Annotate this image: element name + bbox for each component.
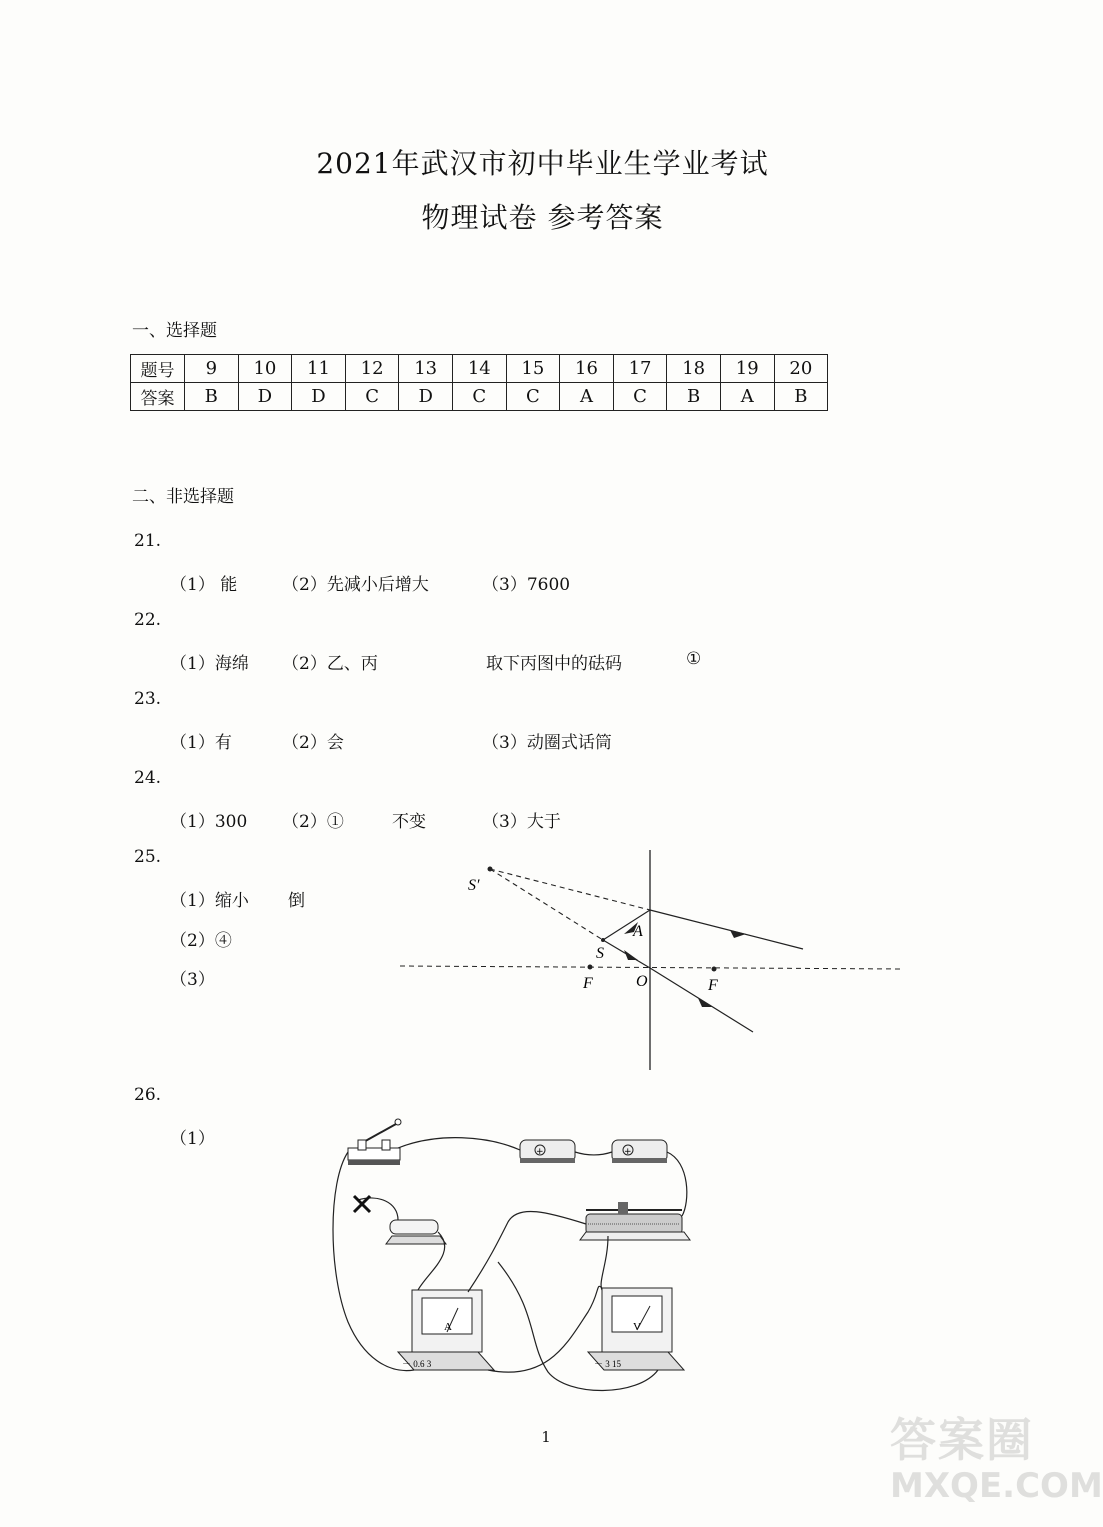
section-heading-choice: 一、选择题: [132, 321, 217, 341]
table-header-cell: 题号: [131, 355, 185, 383]
watermark-logo: [890, 1404, 1103, 1524]
answer-24-3: 不变: [392, 812, 426, 832]
table-cell-answer: A: [720, 383, 774, 411]
label-f-left: F: [583, 975, 593, 992]
label-f-right: F: [708, 977, 718, 994]
label-s-virtual: S′: [468, 877, 480, 894]
answer-22-3: 取下丙图中的砝码: [486, 654, 622, 674]
table-cell-question: 9: [185, 355, 239, 383]
answer-21-3: （3）7600: [482, 575, 571, 595]
question-number-22: 22.: [134, 610, 162, 630]
table-cell-question: 17: [613, 355, 667, 383]
svg-text:+: +: [536, 1147, 544, 1157]
table-cell-answer: C: [345, 383, 399, 411]
table-cell-question: 15: [506, 355, 560, 383]
answer-24-4: （3）大于: [482, 812, 561, 832]
resistor: [386, 1220, 446, 1244]
answer-25-2: （2）④: [170, 931, 232, 951]
answer-21-2: （2）先减小后增大: [282, 575, 429, 595]
answer-23-3: （3）动圈式话筒: [482, 733, 612, 753]
switch: [348, 1119, 401, 1165]
battery-pack: [520, 1140, 667, 1163]
answer-22-1: （1）海绵: [170, 654, 249, 674]
lens-ray-diagram: [398, 848, 908, 1073]
table-cell-answer: B: [185, 383, 239, 411]
answer-25-1: （1）缩小: [170, 891, 249, 911]
voltmeter-label: V: [633, 1321, 641, 1333]
table-cell-question: 16: [560, 355, 614, 383]
answer-21-1: （1） 能: [170, 575, 238, 595]
page-title: 2021年武汉市初中毕业生学业考试: [316, 147, 769, 180]
label-o: O: [636, 973, 648, 990]
watermark-text: 答案圈: [890, 1413, 1034, 1467]
table-header-cell: 答案: [131, 383, 185, 411]
table-cell-answer: A: [560, 383, 614, 411]
table-cell-answer: B: [667, 383, 721, 411]
rheostat: [580, 1202, 690, 1240]
section-heading-nonchoice: 二、非选择题: [132, 487, 234, 507]
question-number-21: 21.: [134, 531, 162, 551]
table-cell-question: 12: [345, 355, 399, 383]
answer-23-2: （2）会: [282, 733, 344, 753]
table-cell-question: 10: [238, 355, 292, 383]
ammeter: [398, 1290, 494, 1370]
table-row-questions: [131, 355, 828, 383]
svg-text:+: +: [624, 1147, 632, 1157]
table-cell-question: 11: [292, 355, 346, 383]
table-row-answers: [131, 383, 828, 411]
page-subtitle: 物理试卷 参考答案: [421, 201, 664, 234]
ammeter-scale: － 0.6 3: [402, 1359, 432, 1369]
answer-23-1: （1）有: [170, 733, 232, 753]
table-cell-answer: C: [452, 383, 506, 411]
table-cell-question: 19: [720, 355, 774, 383]
answer-22-4: ①: [686, 649, 702, 669]
circuit-diagram: [318, 1112, 708, 1402]
question-number-23: 23.: [134, 689, 162, 709]
answer-24-1: （1）300: [170, 812, 248, 832]
watermark-url: MXQE.COM: [890, 1466, 1103, 1506]
voltmeter-scale: － 3 15: [594, 1359, 622, 1369]
answer-table: [130, 354, 828, 411]
answer-26-1: （1）: [170, 1129, 215, 1149]
label-s: S: [596, 945, 604, 962]
question-number-26: 26.: [134, 1085, 162, 1105]
table-cell-answer: B: [774, 383, 828, 411]
voltmeter: [588, 1288, 684, 1370]
question-number-24: 24.: [134, 768, 162, 788]
page-number: 1: [541, 1428, 551, 1446]
table-cell-answer: D: [292, 383, 346, 411]
answer-25-1b: 倒: [288, 891, 305, 911]
table-cell-answer: D: [399, 383, 453, 411]
ammeter-label: A: [444, 1321, 452, 1333]
table-cell-question: 20: [774, 355, 828, 383]
label-a: A: [633, 923, 643, 940]
answer-22-2: （2）乙、丙: [282, 654, 378, 674]
table-cell-question: 14: [452, 355, 506, 383]
table-cell-answer: D: [238, 383, 292, 411]
answer-24-2: （2）①: [282, 812, 344, 832]
table-cell-answer: C: [613, 383, 667, 411]
answer-25-3: （3）: [170, 970, 215, 990]
table-cell-answer: C: [506, 383, 560, 411]
question-number-25: 25.: [134, 847, 162, 867]
table-cell-question: 18: [667, 355, 721, 383]
table-cell-question: 13: [399, 355, 453, 383]
